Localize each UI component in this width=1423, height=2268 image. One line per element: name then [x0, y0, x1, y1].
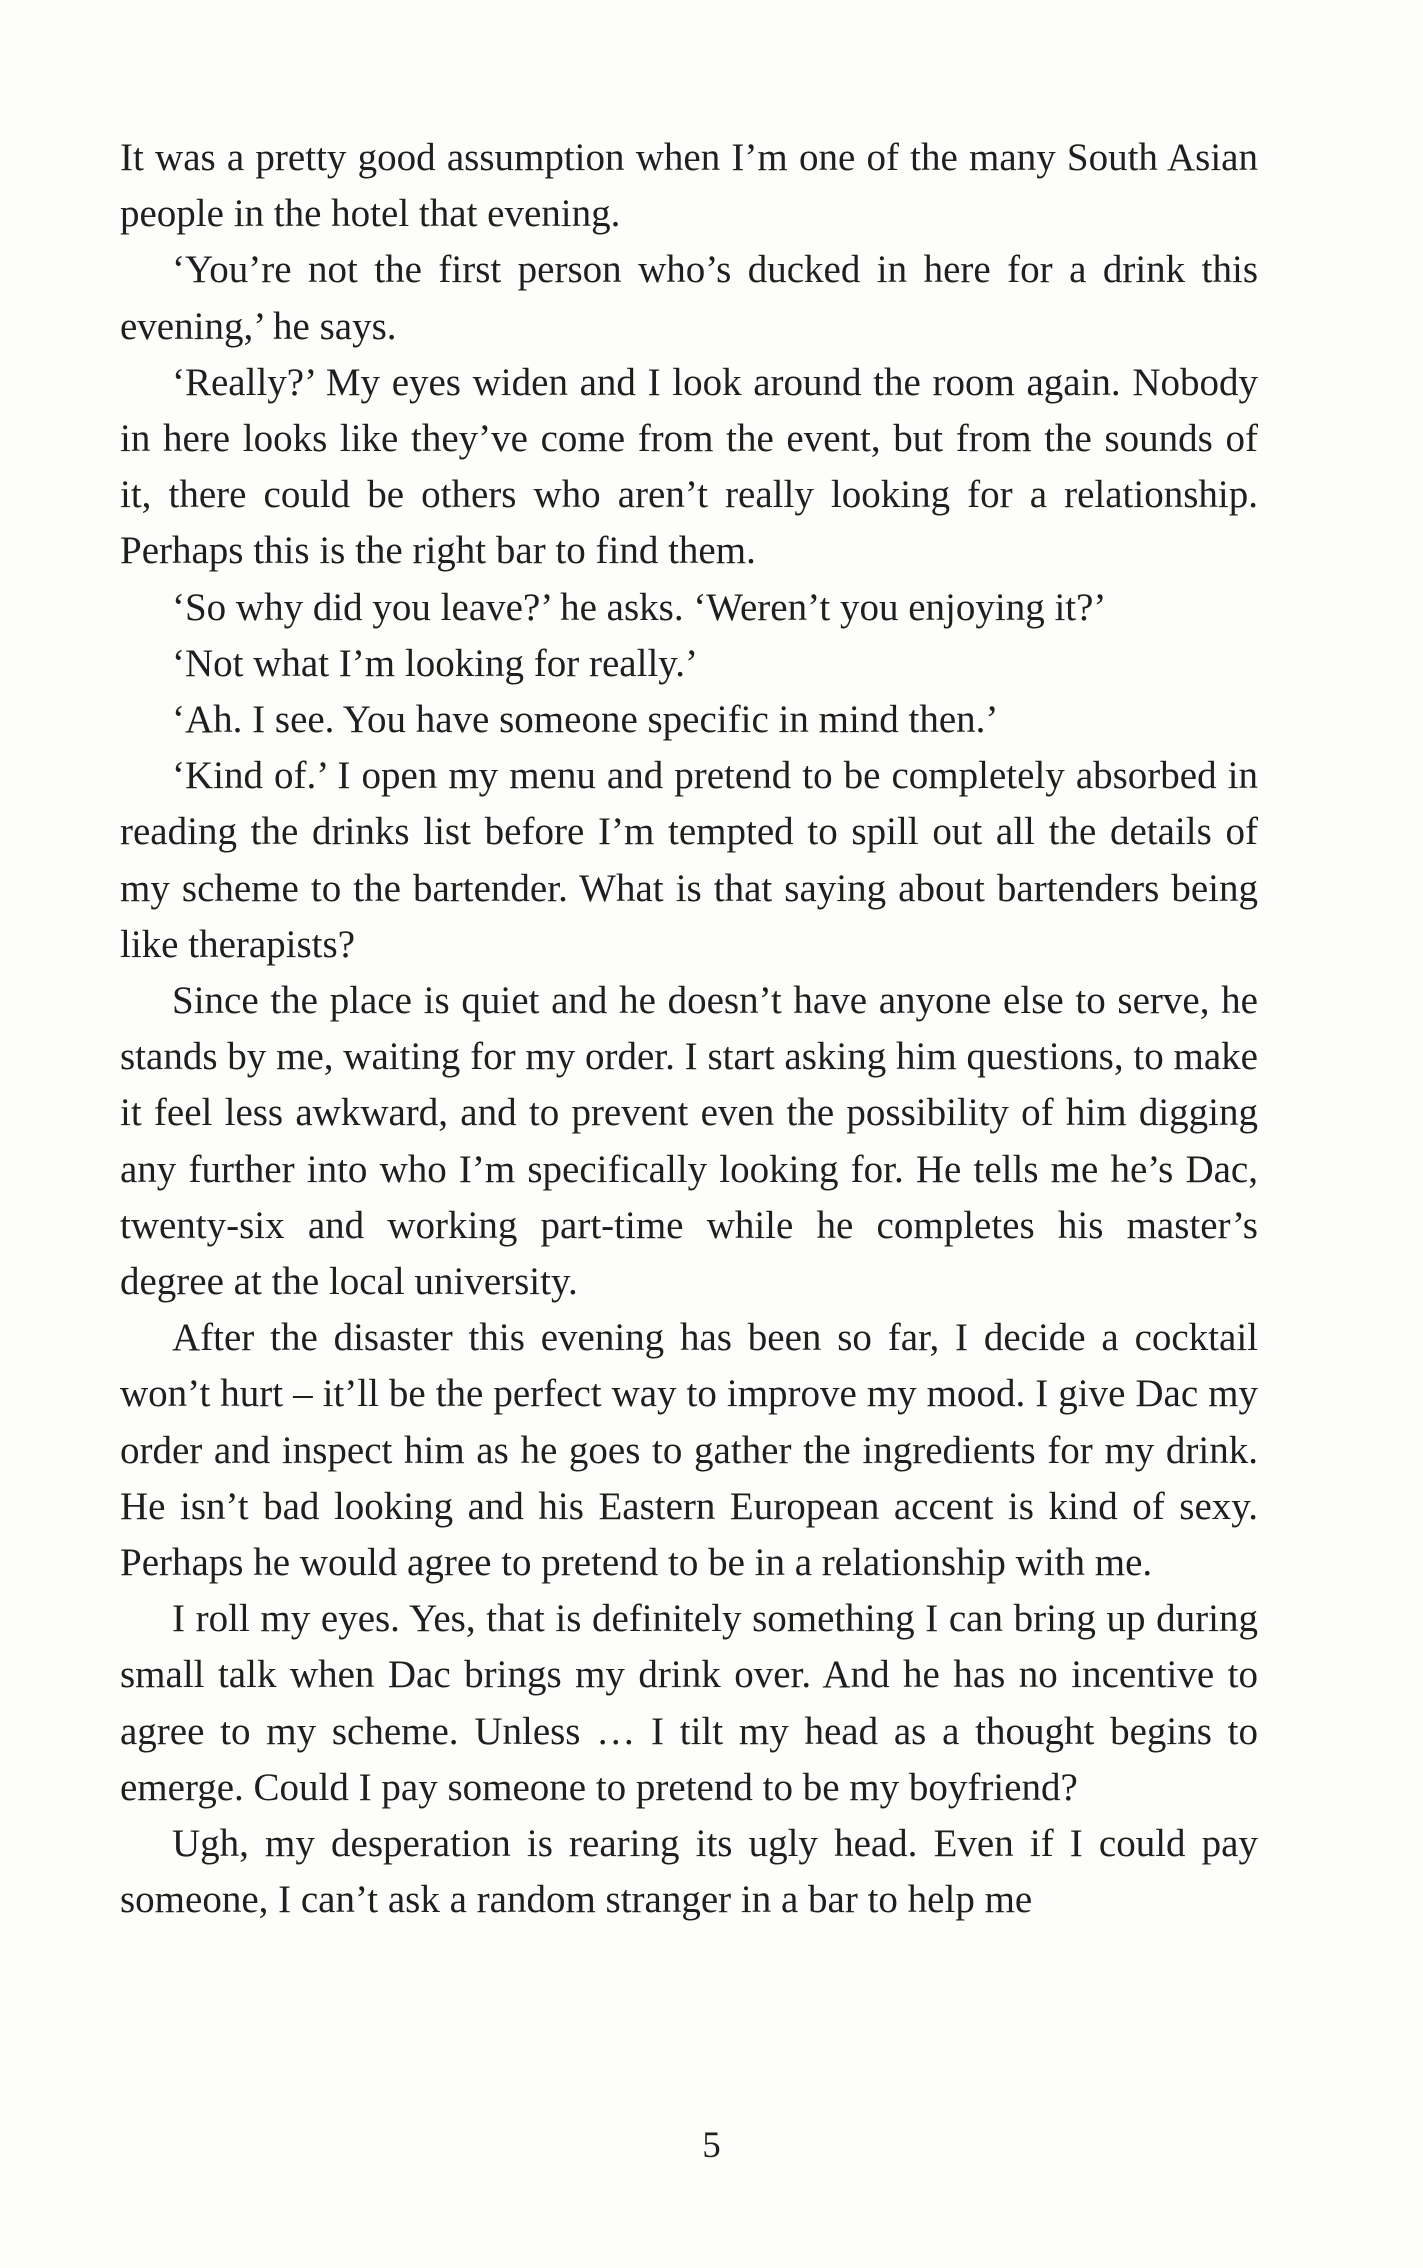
- paragraph-6: ‘Ah. I see. You have someone specific in mind then.’: [172, 698, 999, 742]
- paragraph-11: Ugh, my desperation is rearing its ugly head. Even if I could pay someone, I can’t ask a random stranger in a bar to help me: [120, 1822, 1258, 1922]
- paragraph-1: It was a pretty good assumption when I’m one of the many South Asian people in the hotel that evening.: [120, 136, 1258, 236]
- paragraph-7: ‘Kind of.’ I open my menu and pretend to be completely absorbed in reading the drinks list before I’m tempted to spill out all the details of my scheme to the bartender. What is that saying about bartenders being like therapists?: [120, 754, 1258, 966]
- paragraph-8: Since the place is quiet and he doesn’t have anyone else to serve, he stands by me, waiting for my order. I start asking him questions, to make it feel less awkward, and to prevent even the possibility of him digging any further into who I’m specifically looking for. He tells me he’s Dac, twenty-six and working part-time while he completes his master’s degree at the local university.: [120, 979, 1258, 1304]
- paragraph-3: ‘Really?’ My eyes widen and I look around the room again. Nobody in here looks like they’ve come from the event, but from the sounds of it, there could be others who aren’t really looking for a relationship. Perhaps this is the right bar to find them.: [120, 360, 1258, 573]
- paragraph-10: I roll my eyes. Yes, that is definitely something I can bring up during small talk when Dac brings my drink over. And he has no incentive to agree to my scheme. Unless … I tilt my head as a thought begins to emerge. Could I pay someone to pretend to be my boyfriend?: [120, 1597, 1258, 1809]
- page-number: 5: [702, 2125, 721, 2166]
- paragraph-2: ‘You’re not the first person who’s ducked in here for a drink this evening,’ he says.: [120, 248, 1258, 348]
- page-body: [120, 130, 1258, 1929]
- paragraph-4: ‘So why did you leave?’ he asks. ‘Weren’t you enjoying it?’: [172, 585, 1107, 629]
- paragraph-5: ‘Not what I’m looking for really.’: [172, 641, 698, 685]
- paragraph-9: After the disaster this evening has been so far, I decide a cocktail won’t hurt – it’ll be the perfect way to improve my mood. I give Dac my order and inspect him as he goes to gather the ingredients for my drink. He isn’t bad looking and his Eastern European accent is kind of sexy. Perhaps he would agree to pretend to be in a relationship with me.: [120, 1316, 1258, 1585]
